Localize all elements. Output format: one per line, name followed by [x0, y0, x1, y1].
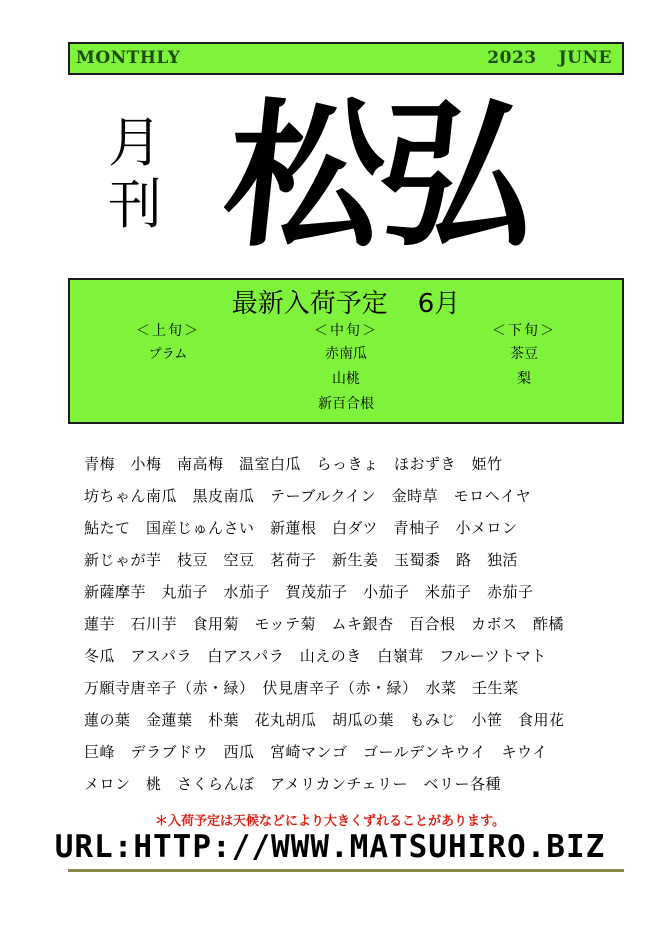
schedule-item: 梨 [517, 371, 531, 387]
column-head: ＜下旬＞ [492, 323, 556, 339]
produce-line: 蓮の葉 金蓮葉 朴葉 花丸胡瓜 胡瓜の葉 もみじ 小笹 食用花 [84, 711, 565, 729]
schedule-title-text: 最新入荷予定 [231, 289, 388, 319]
produce-line: 蓮芋 石川芋 食用菊 モッテ菊 ムキ銀杏 百合根 カボス 酢橘 [84, 615, 565, 633]
produce-line: 巨峰 デラブドウ 西瓜 宮崎マンゴ ゴールデンキウイ キウイ [84, 743, 548, 761]
schedule-column-late [434, 320, 614, 392]
column-head: ＜中旬＞ [314, 323, 378, 339]
schedule-item: 赤南瓜 [325, 346, 367, 362]
website-url[interactable]: URL:HTTP://WWW.MATSUHIRO.BIZ [54, 829, 606, 865]
header-banner [68, 42, 624, 75]
produce-line: 青梅 小梅 南高梅 温室白瓜 らっきょ ほおずき 姫竹 [84, 455, 503, 473]
schedule-item: 新百合根 [318, 396, 374, 412]
issue-year: 2023 [487, 48, 537, 68]
produce-line: 新じゃが芋 枝豆 空豆 茗荷子 新生姜 玉蜀黍 路 独活 [84, 551, 519, 569]
issue-month: JUNE [558, 48, 612, 68]
produce-line: 鮎たて 国産じゅんさい 新蓮根 白ダツ 青柚子 小メロン [84, 519, 518, 537]
brand-title: 松弘 [216, 84, 540, 269]
schedule-title [70, 283, 622, 320]
title-small-char: 月 [108, 111, 162, 174]
produce-list [84, 448, 644, 800]
title-monthly-kanji [100, 112, 170, 236]
schedule-item: 茶豆 [510, 346, 538, 362]
produce-line: 万願寺唐辛子（赤・緑） 伏見唐辛子（赤・緑） 水菜 壬生菜 [84, 679, 519, 697]
column-head: ＜上旬＞ [136, 323, 200, 339]
arrival-schedule-box [68, 278, 624, 424]
title-small-char: 刊 [108, 173, 162, 236]
schedule-item: 山桃 [332, 371, 360, 387]
footer-divider [68, 869, 624, 872]
schedule-column-mid [256, 320, 436, 417]
produce-line: 新薩摩芋 丸茄子 水茄子 賀茂茄子 小茄子 米茄子 赤茄子 [84, 583, 534, 601]
produce-line: 冬瓜 アスパラ 白アスパラ 山えのき 白嶺茸 フルーツトマト [84, 647, 547, 665]
produce-line: 坊ちゃん南瓜 黒皮南瓜 テーブルクイン 金時草 モロヘイヤ [84, 487, 532, 505]
schedule-item: プラム [148, 347, 188, 362]
schedule-month: 6月 [417, 289, 461, 319]
weather-disclaimer: ＊入荷予定は天候などにより大きくずれることがあります。 [155, 814, 505, 829]
produce-line: メロン 桃 さくらんぼ アメリカンチェリー ベリー各種 [84, 775, 502, 793]
schedule-column-early [78, 320, 258, 367]
monthly-label: MONTHLY [76, 48, 181, 68]
issue-date [487, 48, 612, 68]
